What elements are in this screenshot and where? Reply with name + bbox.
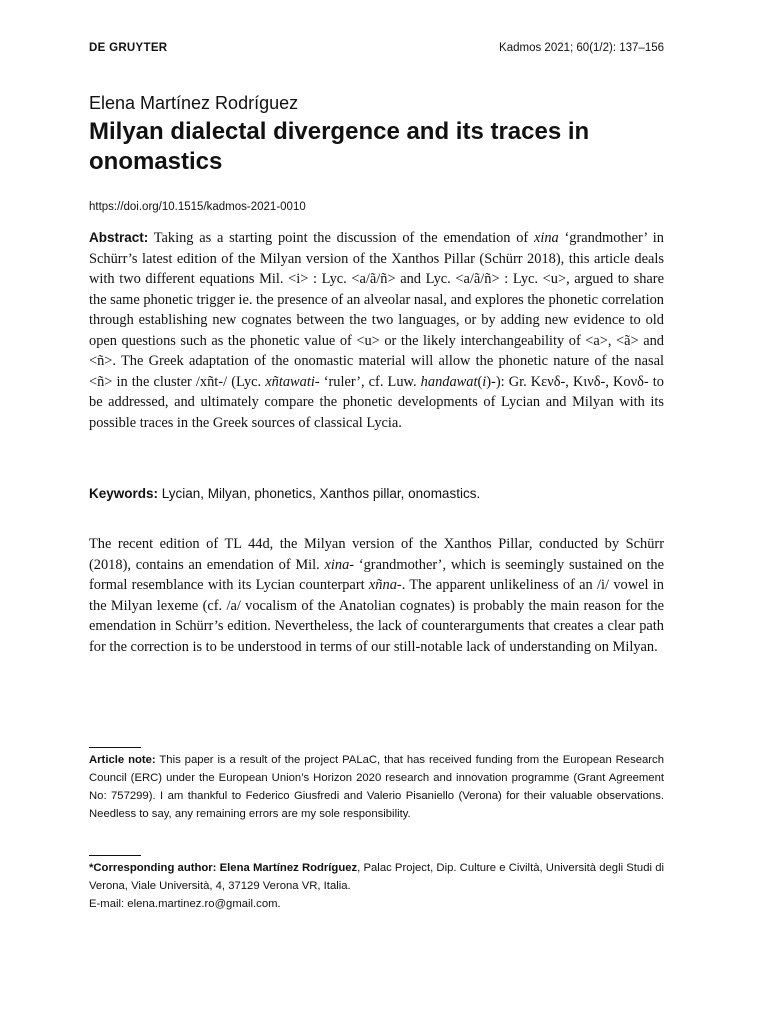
abstract-term: handawat [420, 373, 478, 390]
body-term: xñna- [368, 577, 402, 593]
journal-reference: Kadmos 2021; 60(1/2): 137–156 [499, 42, 664, 54]
article-note [89, 751, 664, 823]
keywords-line [89, 484, 664, 505]
article-title: Milyan dialectal divergence and its traces in onomastics [89, 118, 590, 175]
abstract-paragraph [89, 228, 664, 433]
author-name: Elena Martínez Rodríguez [89, 93, 299, 113]
abstract-text: Taking as a starting point the discussion of the emendation of [148, 230, 534, 246]
abstract-text: ‘ruler’, cf. Luw. [319, 373, 421, 390]
body-text-segment: The recent edition of TL 44d, the Milyan version of the Xanthos Pillar, conducted by Schürr (2018), contains an emendation of Mil. [89, 536, 664, 573]
footnote-divider [89, 747, 141, 748]
abstract-text: ‘grandmother’ in Schürr’s latest edition of the Milyan version of the Xanthos Pillar (Schürr 2018), this article deals with two different equations Mil. <i> : Lyc. <a/ã/ñ> and Lyc. <a/ã/ñ> : Lyc. <u>, argued to share the same phonetic trigger ie. the presence of an alveolar nasal, and explores the phonetic correlation through establishing new cognates between the two languages, or by adding new evidence to old open questions such as the phonetic value of <u> or the likely interchangeability of <a>, <ã> and <ñ>. The Greek adaptation of the onomastic material will allow the phonetic nature of the nasal <ñ> in the cluster /xñt-/ (Lyc. [89, 230, 664, 390]
abstract-text: ( [477, 373, 483, 390]
body-text-segment: ‘grandmother’, which is seemingly sustained on the formal resemblance with its Lycian counterpart [89, 556, 664, 593]
corresponding-author-label: *Corresponding author: Elena Martínez Rodríguez [89, 862, 358, 874]
doi-link[interactable]: https://doi.org/10.1515/kadmos-2021-0010 [89, 201, 306, 213]
author-email[interactable]: E-mail: elena.martinez.ro@gmail.com. [89, 898, 281, 910]
keywords-text: Lycian, Milyan, phonetics, Xanthos pillar, onomastics. [158, 486, 481, 501]
article-note-text: This paper is a result of the project PALaC, that has received funding from the European Research Council (ERC) under the European Union’s Horizon 2020 research and innovation programme (Grant Agreement No: 757299). I am thankful to Federico Giusfredi and Valerio Pisaniello (Verona) for their valuable observations. Needless to say, any remaining errors are my sole responsibility. [89, 754, 664, 820]
footnote-divider [89, 855, 141, 856]
body-text-segment: . The apparent unlikeliness of an /i/ vowel in the Milyan lexeme (cf. /a/ vocalism of the Anatolian cognates) is probably the main reason for the emendation in Schürr’s edition. Nevertheless, the lack of counterarguments that creates a clear path for the correction is to be understood in terms of our still-notable lack of understanding on Milyan. [89, 577, 664, 655]
keywords-label: Keywords: [89, 486, 159, 501]
body-term: xina- [324, 556, 355, 573]
abstract-term: i [482, 373, 487, 390]
publisher-name: DE GRUYTER [89, 42, 168, 54]
corresponding-author-note [89, 859, 664, 913]
article-note-label: Article note: [89, 754, 156, 766]
abstract-term: xñtawati- [265, 373, 320, 390]
abstract-label: Abstract: [89, 230, 149, 245]
abstract-text: )-): Gr. Κενδ-, Κινδ-, Κονδ- to be addressed, and ultimately compare the phonetic developments of Lycian and Milyan with its possible traces in the Greek sources of classical Lycia. [89, 373, 664, 431]
corresponding-author-address: , Palac Project, Dip. Culture e Civiltà, Università degli Studi di Verona, Viale Università, 4, 37129 Verona VR, Italia. [89, 862, 664, 892]
abstract-term: xina [533, 230, 559, 246]
body-paragraph [89, 534, 664, 657]
